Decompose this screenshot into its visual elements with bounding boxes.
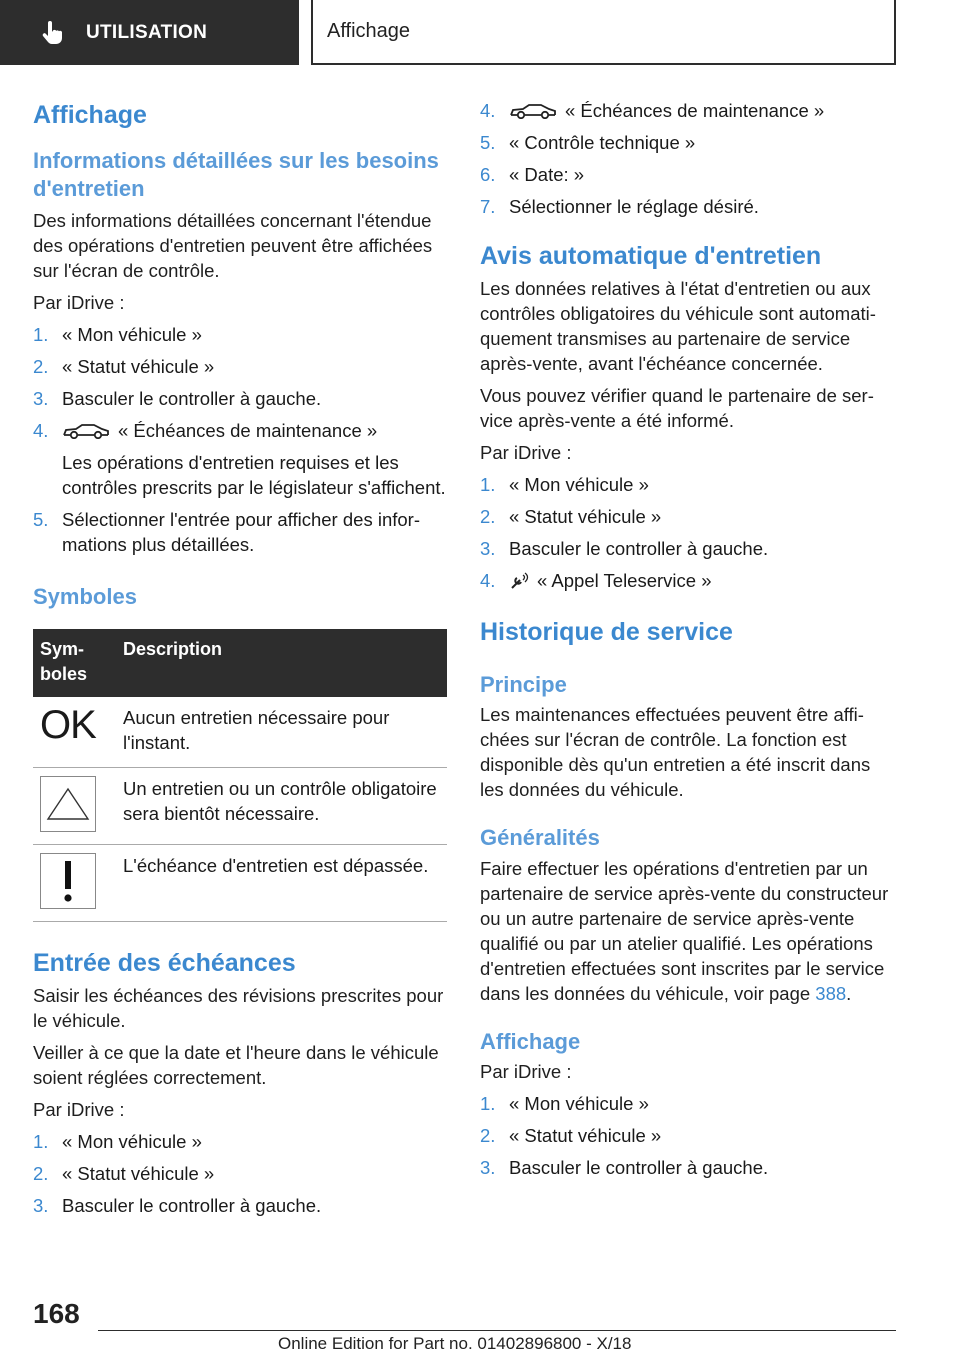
list-item: 3. Basculer le controller à gauche. — [480, 538, 769, 560]
heading-symboles: Symboles — [33, 584, 137, 610]
heading-principe: Principe — [480, 671, 567, 697]
list-item: 3. Basculer le controller à gauche. — [33, 388, 322, 410]
list-item: 2. « Statut véhicule » — [480, 506, 662, 528]
list-item: 4. « Échéances de maintenance » — [480, 100, 825, 121]
list-item: 7. Sélectionner le réglage désiré. — [480, 196, 759, 217]
hand-touch-icon — [40, 20, 66, 46]
warning-triangle-icon — [40, 776, 96, 832]
left-column — [33, 100, 447, 1218]
steps-list — [33, 322, 447, 557]
par-idrive-2: Par iDrive : — [33, 1099, 125, 1120]
heading-informations: Informations détaillées sur les besoins d'entretien — [33, 148, 439, 201]
table-row: Un entretien ou un contrôle obligatoire sera bientôt nécessaire. — [33, 767, 447, 844]
col-header-description: Description — [116, 629, 447, 697]
paragraph-avis-2: Vous pouvez vérifier quand le partenaire de service après-vente a été informé. — [480, 385, 874, 432]
symbols-table — [33, 629, 447, 922]
par-idrive: Par iDrive : — [33, 292, 125, 314]
list-item: 5. « Contrôle technique » — [480, 132, 696, 153]
heading-affichage-2: Affichage — [480, 1028, 581, 1054]
heading-historique: Historique de service — [480, 618, 733, 647]
paragraph-avis-1: Les données relatives à l'état d'entretien ou aux contrôles obligatoires du véhicule sont automatiquement transmises au partenaire de service après-vente, avant l'échéance concernée. — [480, 278, 876, 375]
table-row: OK Aucun entretien nécessaire pour l'instant. — [33, 697, 447, 768]
table-row: L'échéance d'entretien est dépassée. — [33, 844, 447, 921]
heading-entree: Entrée des échéances — [33, 948, 296, 977]
ok-symbol: OK — [40, 702, 96, 747]
edition-note: Online Edition for Part no. 01402896800 - X/18 — [278, 1334, 632, 1353]
list-item: 1. « Mon véhicule » — [33, 1131, 202, 1152]
heading-affichage: Affichage — [33, 101, 147, 129]
list-item: 1. « Mon véhicule » — [33, 324, 202, 346]
page-link[interactable]: 388 — [815, 982, 847, 1004]
topic-label: Affichage — [327, 20, 411, 42]
steps-list-cont — [480, 98, 894, 219]
list-item: 3. Basculer le controller à gauche. — [480, 1157, 769, 1178]
col-header-symboles: Symboles — [33, 629, 116, 697]
list-item: 2. « Statut véhicule » — [480, 1125, 662, 1146]
list-item: 5. Sélectionner l'entrée pour afficher des informations plus détaillées. — [33, 509, 420, 556]
car-icon — [509, 103, 557, 119]
list-item: 1. « Mon véhicule » — [480, 1093, 649, 1114]
steps-list-avis — [480, 472, 894, 593]
heading-generalites: Généralités — [480, 825, 600, 850]
teleservice-icon — [509, 572, 529, 590]
paragraph-info: Des informations détaillées concernant l'étendue des opérations d'entretien peuvent être affichées sur l'écran de contrôle. — [33, 210, 433, 282]
steps-list-2 — [33, 1129, 447, 1218]
section-tab — [0, 0, 299, 65]
list-item: 2. « Statut véhicule » — [33, 1163, 215, 1184]
list-item: 3. Basculer le controller à gauche. — [33, 1195, 322, 1216]
list-item: 4. « Échéances de maintenance » Les opérations d'entretien requises et les contrôles prescrits par le législateur s'affichent. — [33, 420, 446, 499]
page-number: 168 — [33, 1298, 80, 1329]
list-item: 6. « Date: » — [480, 164, 585, 185]
list-item: 1. « Mon véhicule » — [480, 474, 649, 496]
exclamation-icon — [40, 853, 96, 909]
list-item: 2. « Statut véhicule » — [33, 356, 215, 378]
section-label: UTILISATION — [86, 21, 208, 43]
par-idrive-4: Par iDrive : — [480, 1061, 572, 1082]
car-icon — [62, 423, 110, 439]
list-item: 4. « Appel Teleservice » — [480, 570, 712, 592]
footer-divider — [98, 1330, 896, 1331]
paragraph-entree-2: Veiller à ce que la date et l'heure dans le véhicule soient réglées correctement. — [33, 1042, 439, 1088]
par-idrive-3: Par iDrive : — [480, 442, 572, 464]
topic-header — [311, 0, 896, 65]
steps-list-aff — [480, 1091, 894, 1180]
paragraph-entree-1: Saisir les échéances des révisions prescrites pour le véhicule. — [33, 985, 444, 1031]
right-column — [480, 100, 894, 1180]
paragraph-generalites: Faire effectuer les opérations d'entretien par un partenaire de service après-vente du constructeur ou un autre partenaire de service après-vente qualifié ou par un atelier qualifié. Les opérations d'entretien effectuées sont inscrites par le service dans les données du véhicule, voir page 388. — [480, 857, 889, 1004]
heading-avis: Avis automatique d'entretien — [480, 242, 822, 270]
paragraph-principe: Les maintenances effectuées peuvent être affichées sur l'écran de contrôle. La fonction est disponible dès qu'un entretien a été inscrit dans les données du véhicule. — [480, 704, 871, 800]
